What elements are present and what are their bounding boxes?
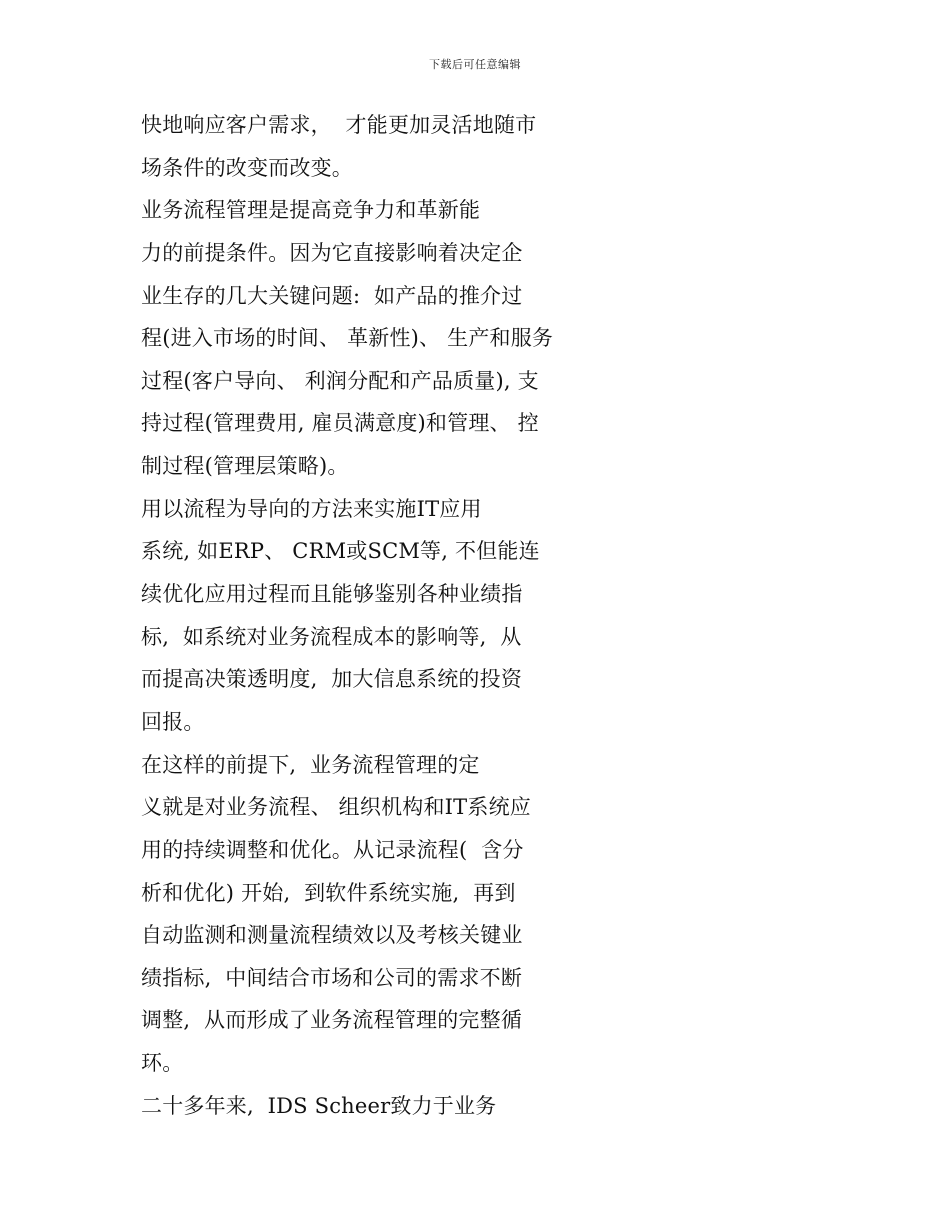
text-line: 力的前提条件。因为它直接影响着决定企 <box>141 240 523 265</box>
text-line: 自动监测和测量流程绩效以及考核关键业 <box>141 923 523 948</box>
text-line: 析和优化) 开始, 到软件系统实施, 再到 <box>141 880 516 905</box>
text-line: 绩指标, 中间结合市场和公司的需求不断 <box>141 965 523 990</box>
text-line: 过程(客户导向、 利润分配和产品质量), 支 <box>141 368 539 393</box>
text-line: 系统, 如ERP、 CRM或SCM等, 不但能连 <box>141 539 540 564</box>
text-line: 在这样的前提下, 业务流程管理的定 <box>141 752 480 777</box>
text-line: 用的持续调整和优化。从记录流程( 含分 <box>141 837 524 862</box>
text-line: 程(进入市场的时间、 革新性)、 生产和服务 <box>141 326 554 351</box>
text-line: 回报。 <box>141 709 205 734</box>
text-line: 二十多年来, IDS Scheer致力于业务 <box>141 1093 497 1118</box>
document-body <box>141 104 661 1127</box>
text-line: 持过程(管理费用, 雇员满意度)和管理、 控 <box>141 411 539 436</box>
text-line: 业生存的几大关键问题: 如产品的推介过 <box>141 283 523 308</box>
text-line: 标, 如系统对业务流程成本的影响等, 从 <box>141 624 522 649</box>
text-line: 场条件的改变而改变。 <box>141 155 353 180</box>
text-line: 用以流程为导向的方法来实施IT应用 <box>141 496 482 521</box>
text-line: 快地响应客户需求， 才能更加灵活地随市 <box>141 113 537 137</box>
page-header: 下载后可任意编辑 <box>429 58 521 71</box>
text-line: 义就是对业务流程、 组织机构和IT系统应 <box>141 795 531 820</box>
text-line: 制过程(管理层策略)。 <box>141 454 349 479</box>
text-line: 续优化应用过程而且能够鉴别各种业绩指 <box>141 582 523 607</box>
text-line: 环。 <box>141 1051 184 1076</box>
text-line: 调整, 从而形成了业务流程管理的完整循 <box>141 1008 523 1033</box>
text-line: 业务流程管理是提高竞争力和革新能 <box>141 198 481 223</box>
text-line: 而提高决策透明度, 加大信息系统的投资 <box>141 667 523 692</box>
